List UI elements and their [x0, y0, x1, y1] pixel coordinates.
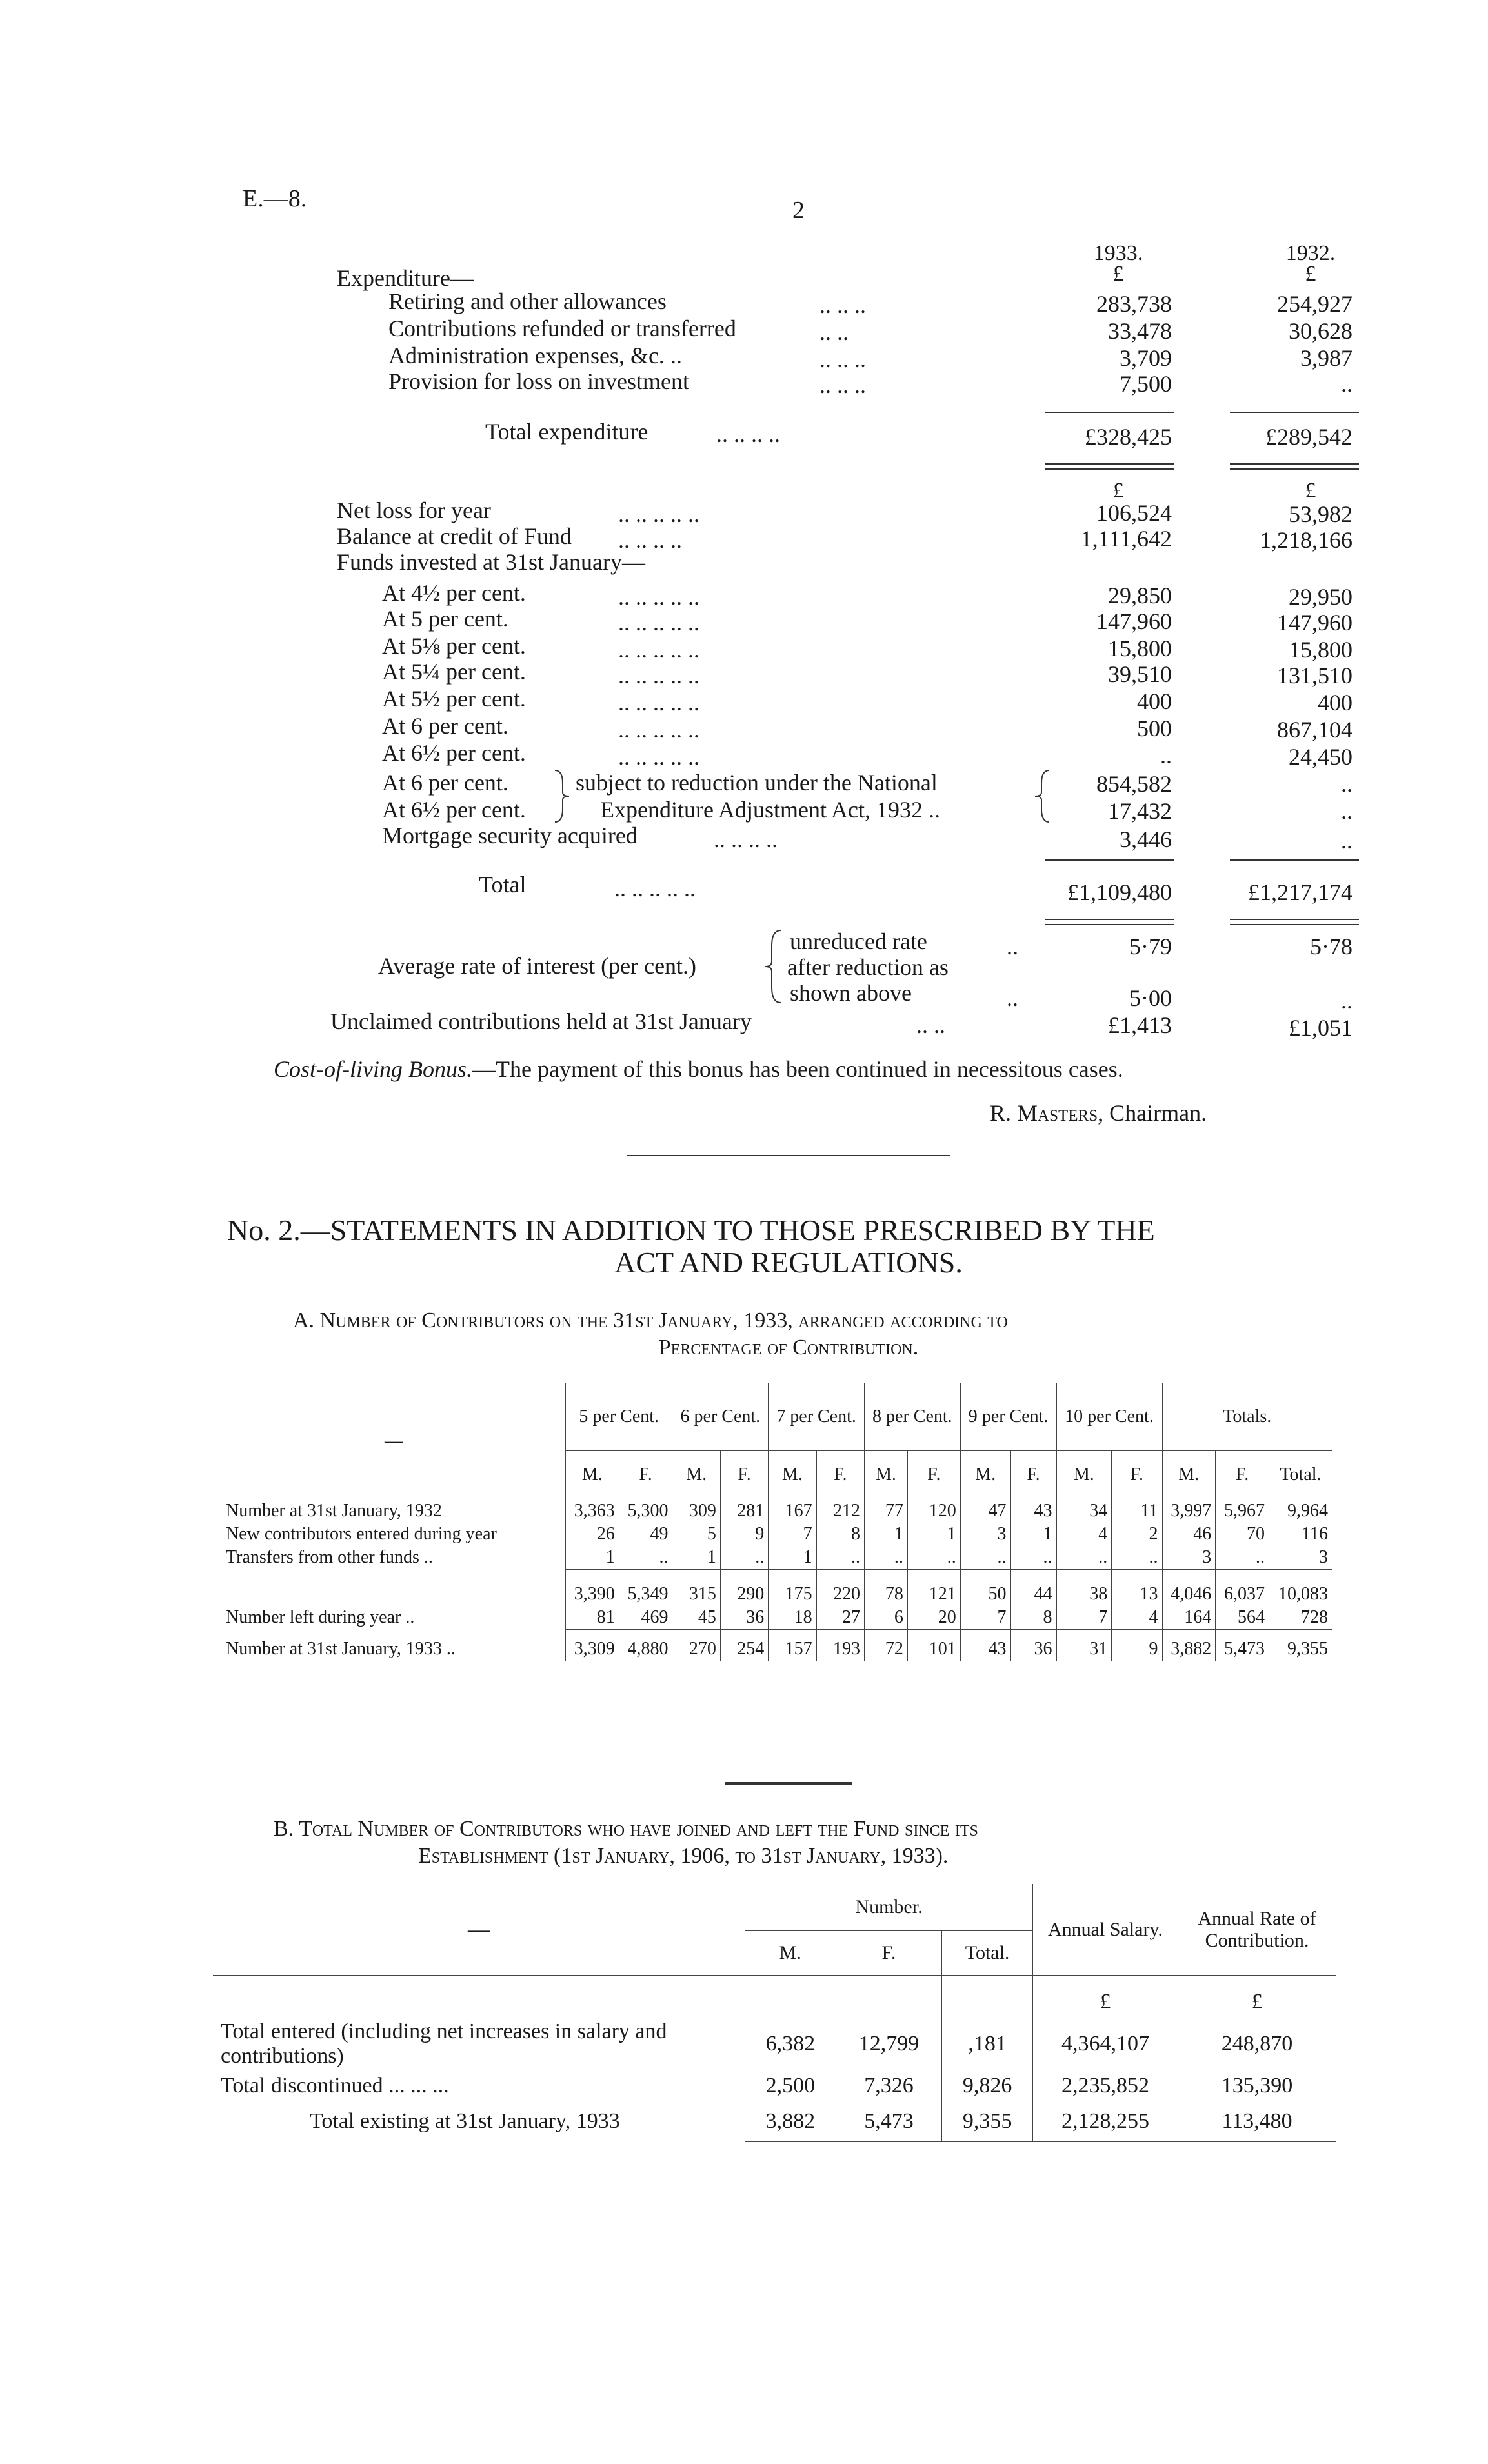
tableA-cell: 3 — [1162, 1546, 1216, 1570]
funds-row-1932: 400 — [1318, 690, 1352, 716]
expenditure-item-dots: .. .. .. — [819, 292, 866, 318]
tableA-cell: 18 — [769, 1606, 816, 1630]
unit-1932: £ — [1305, 262, 1316, 286]
tableA-cell: 9 — [720, 1523, 768, 1546]
funds-row-label: Net loss for year — [337, 497, 491, 523]
tableA-cell: 6,037 — [1216, 1570, 1269, 1607]
tableA-cell: 3,882 — [1162, 1630, 1216, 1661]
page-reference: E.—8. — [243, 185, 307, 212]
funds-row-1932: 29,950 — [1289, 584, 1352, 610]
tableB-cell-t: 9,355 — [942, 2101, 1033, 2142]
unclaimed-1933: £1,413 — [1108, 1012, 1172, 1038]
tableB-unit-salary: £ — [1033, 1976, 1178, 2018]
tableA-cell: 1 — [865, 1523, 908, 1546]
bonus-paragraph — [274, 1056, 1123, 1083]
funds-row-label: At 6½ per cent. — [382, 740, 526, 766]
funds-row-label: Balance at credit of Fund — [337, 523, 572, 549]
tableB-cell-m: 3,882 — [745, 2101, 836, 2142]
table-row — [222, 1570, 1332, 1607]
funds-row-1933: 15,800 — [1108, 636, 1172, 661]
tableA-cell: 4,880 — [619, 1630, 672, 1661]
funds-row-1932: 53,982 — [1289, 501, 1352, 527]
tableA-cell: 3 — [1269, 1546, 1332, 1570]
funds-row-1933: 1,111,642 — [1080, 526, 1172, 552]
expenditure-item-label: Contributions refunded or transferred — [388, 316, 736, 341]
tableA-cell: 43 — [1010, 1499, 1056, 1523]
funds-row-1933: 400 — [1137, 688, 1172, 714]
tableA-group-5: 5 per Cent. — [566, 1383, 672, 1451]
tableA-group-7: 7 per Cent. — [769, 1383, 865, 1451]
tableA-cell: 47 — [960, 1499, 1010, 1523]
expenditure-item-1933: 3,709 — [1120, 345, 1172, 371]
tableA-cell: 3,390 — [566, 1570, 619, 1607]
mortgage-label: Mortgage security acquired — [382, 823, 638, 848]
double-rule-1932 — [1230, 463, 1359, 470]
funds-total-1932: £1,217,174 — [1248, 879, 1352, 905]
tableB-row-label: Total discontinued ... ... ... — [221, 2074, 449, 2098]
tableA-cell: 220 — [816, 1570, 864, 1607]
funds-row-1933: .. — [1160, 743, 1172, 768]
tableA-sub-m: M. — [769, 1451, 816, 1499]
tableA-cell: 4,046 — [1162, 1570, 1216, 1607]
expenditure-item-dots: .. .. — [819, 319, 849, 345]
interest-brace-icon — [761, 927, 785, 1007]
tableA-cell: 7 — [769, 1523, 816, 1546]
unclaimed-dots: .. .. — [916, 1012, 945, 1038]
tableA-cell: 10,083 — [1269, 1570, 1332, 1607]
expenditure-item-1932: .. — [1341, 371, 1352, 397]
tableB-cell-t: 9,826 — [942, 2071, 1033, 2101]
tableA-cell: 167 — [769, 1499, 816, 1523]
signature-name: R. Masters — [990, 1100, 1098, 1126]
tableA-sub-m: M. — [672, 1451, 720, 1499]
tableA-cell: 1 — [672, 1546, 720, 1570]
tableA-cell: 7 — [1056, 1606, 1112, 1630]
funds-row-label: At 5 per cent. — [382, 606, 508, 632]
left-brace-icon — [552, 766, 574, 825]
tableA-cell: 3,309 — [566, 1630, 619, 1661]
tableA-cell: 9,355 — [1269, 1630, 1332, 1661]
expenditure-heading: Expenditure— — [337, 265, 474, 291]
tableA-cell: 564 — [1216, 1606, 1269, 1630]
expenditure-item-1933: 7,500 — [1120, 371, 1172, 397]
tableB-cell-rate: 113,480 — [1178, 2101, 1336, 2142]
funds-row-1932: 24,450 — [1289, 744, 1352, 770]
funds-row-1932: 131,510 — [1277, 663, 1352, 688]
tableA-sub-m: M. — [865, 1451, 908, 1499]
tableA-cell: 1 — [769, 1546, 816, 1570]
funds-row-dots: .. .. .. .. .. — [618, 663, 699, 688]
tableA-cell: 1 — [907, 1523, 960, 1546]
funds-row-dots: .. .. .. .. .. — [618, 717, 699, 743]
funds-row-label: At 5½ per cent. — [382, 686, 526, 712]
funds-row-1933: 500 — [1137, 716, 1172, 741]
tableA-cell: .. — [960, 1546, 1010, 1570]
funds-row-dots: .. .. .. .. .. — [618, 610, 699, 636]
interest-reduced-1932: .. — [1341, 988, 1352, 1014]
tableA-sub-m: M. — [1056, 1451, 1112, 1499]
funds-row-1933: 147,960 — [1096, 608, 1172, 634]
table-row — [213, 2017, 1336, 2071]
tableA — [222, 1383, 1332, 1661]
total-expenditure-1933: £328,425 — [1085, 424, 1172, 450]
funds-double-rule-1932 — [1230, 919, 1359, 925]
interest-line1-dots: .. — [1007, 934, 1018, 959]
tableB-cell-salary: 2,235,852 — [1033, 2071, 1178, 2101]
expenditure-item-1933: 283,738 — [1096, 291, 1172, 317]
expenditure-item-1932: 30,628 — [1289, 318, 1352, 344]
funds-unit-1932: £ — [1305, 479, 1316, 503]
funds-unit-1933: £ — [1112, 479, 1124, 503]
tableA-sub-f: F. — [1010, 1451, 1056, 1499]
tableA-cell: .. — [816, 1546, 864, 1570]
unclaimed-1932: £1,051 — [1289, 1015, 1352, 1041]
funds-row-dots: .. .. .. .. .. — [618, 690, 699, 716]
tableA-cell: 36 — [720, 1606, 768, 1630]
interest-unreduced-1933: 5·79 — [1129, 934, 1172, 959]
expenditure-item-1932: 254,927 — [1277, 291, 1352, 317]
subtotal-rule-1933 — [1045, 412, 1174, 413]
table-row — [213, 1976, 1336, 2018]
funds-row-label: At 5¼ per cent. — [382, 659, 526, 685]
tableA-cell: 46 — [1162, 1523, 1216, 1546]
table-row — [222, 1499, 1332, 1523]
funds-row-label: At 5⅛ per cent. — [382, 633, 526, 659]
table-row — [222, 1630, 1332, 1661]
tableA-cell: 13 — [1112, 1570, 1162, 1607]
tableA-cell: 3 — [960, 1523, 1010, 1546]
tableA-cell: 31 — [1056, 1630, 1112, 1661]
subject-row-6half-label: At 6½ per cent. — [382, 797, 526, 823]
funds-row-1933: 106,524 — [1096, 500, 1172, 526]
tableA-cell: 315 — [672, 1570, 720, 1607]
funds-row-label: Funds invested at 31st January— — [337, 549, 645, 575]
signature-role: , Chairman. — [1098, 1100, 1207, 1126]
funds-total-dots: .. .. .. .. .. — [614, 876, 696, 901]
funds-double-rule-1933 — [1045, 919, 1174, 925]
funds-total-label: Total — [479, 872, 527, 897]
tableB-cell-f: 12,799 — [836, 2017, 941, 2071]
tableA-cell: 254 — [720, 1630, 768, 1661]
interest-reduced-1933: 5·00 — [1129, 985, 1172, 1011]
subject-row-6-1933: 854,582 — [1096, 771, 1172, 797]
tableB-unit-blank — [745, 1976, 836, 2018]
tableA-cell: 6 — [865, 1606, 908, 1630]
tableA-cell: .. — [619, 1546, 672, 1570]
tableA-cell: 36 — [1010, 1630, 1056, 1661]
mortgage-1933: 3,446 — [1120, 826, 1172, 852]
tableA-cell: 157 — [769, 1630, 816, 1661]
tableA-cell: 49 — [619, 1523, 672, 1546]
tableA-cell: 20 — [907, 1606, 960, 1630]
tableA-cell: 5,967 — [1216, 1499, 1269, 1523]
tableA-cell: 34 — [1056, 1499, 1112, 1523]
expenditure-item-1933: 33,478 — [1108, 318, 1172, 344]
tableA-row-label: Transfers from other funds .. — [226, 1547, 433, 1568]
tableA-cell: 2 — [1112, 1523, 1162, 1546]
subject-row-6-label: At 6 per cent. — [382, 770, 508, 796]
tableB-rate-header: Annual Rate of Contribution. — [1178, 1884, 1336, 1976]
expenditure-item-label: Administration expenses, &c. .. — [388, 343, 682, 368]
tableA-cell: 8 — [1010, 1606, 1056, 1630]
table-row — [222, 1523, 1332, 1546]
expenditure-item-label: Retiring and other allowances — [388, 288, 667, 314]
tableA-cell: 290 — [720, 1570, 768, 1607]
tableA-cell: 469 — [619, 1606, 672, 1630]
tableA-cell: .. — [1216, 1546, 1269, 1570]
funds-row-dots: .. .. .. .. .. — [618, 744, 699, 770]
tableB-cell-rate: 135,390 — [1178, 2071, 1336, 2101]
tableB-title-line2: Establishment (1st January, 1906, to 31st January, 1933). — [418, 1844, 949, 1868]
subject-row-6-1932: .. — [1341, 771, 1352, 797]
tableA-row-label: Number left during year .. — [226, 1607, 415, 1628]
tableB-m-header: M. — [745, 1931, 836, 1976]
tableA-cell: 50 — [960, 1570, 1010, 1607]
tableA-title-line2: Percentage of Contribution. — [658, 1336, 919, 1359]
tableA-cell: 45 — [672, 1606, 720, 1630]
tableA-cell: 5,473 — [1216, 1630, 1269, 1661]
tableA-cell: 4 — [1112, 1606, 1162, 1630]
tableA-cell: 309 — [672, 1499, 720, 1523]
tableA-sub-f: F. — [619, 1451, 672, 1499]
bonus-text: —The payment of this bonus has been continued in necessitous cases. — [472, 1056, 1123, 1082]
tableB-cell-salary: 2,128,255 — [1033, 2101, 1178, 2142]
tableA-cell: 43 — [960, 1630, 1010, 1661]
tableA-sub-f: F. — [1216, 1451, 1269, 1499]
table-row — [222, 1546, 1332, 1570]
tableB-row-label: Total existing at 31st January, 1933 — [310, 2109, 620, 2133]
table-row — [213, 2071, 1336, 2101]
tableA-group-6: 6 per Cent. — [672, 1383, 769, 1451]
tableB-stub-dash: — — [468, 1917, 490, 1941]
expenditure-item-label: Provision for loss on investment — [388, 368, 689, 394]
unit-1933: £ — [1112, 262, 1124, 286]
tableA-title-line1: A. Number of Contributors on the 31st January, 1933, arranged according to — [293, 1308, 1008, 1332]
expenditure-item-dots: .. .. .. — [819, 372, 866, 398]
tableA-cell: 9,964 — [1269, 1499, 1332, 1523]
tableA-cell: 11 — [1112, 1499, 1162, 1523]
total-expenditure-label: Total expenditure — [485, 419, 648, 445]
tableB — [213, 1884, 1336, 2142]
funds-row-1932: 147,960 — [1277, 610, 1352, 636]
tableB-f-header: F. — [836, 1931, 941, 1976]
tableB-cell-t: ,181 — [942, 2017, 1033, 2071]
interest-unreduced-1932: 5·78 — [1310, 934, 1352, 959]
tableA-cell: 3,997 — [1162, 1499, 1216, 1523]
tableA-cell: .. — [865, 1546, 908, 1570]
year-1933-header: 1933. — [1093, 241, 1143, 265]
tableB-cell-f: 7,326 — [836, 2071, 941, 2101]
tableB-unit-blank — [836, 1976, 941, 2018]
tableA-cell: 120 — [907, 1499, 960, 1523]
tableA-row-label: Number at 31st January, 1932 — [226, 1501, 442, 1521]
tableB-number-header: Number. — [745, 1884, 1033, 1931]
tableA-cell: 5 — [672, 1523, 720, 1546]
funds-row-1932: 15,800 — [1289, 637, 1352, 663]
section-divider — [627, 1155, 950, 1156]
subject-row-6half-1933: 17,432 — [1108, 798, 1172, 824]
tableA-cell: 7 — [960, 1606, 1010, 1630]
tableA-cell: 44 — [1010, 1570, 1056, 1607]
tableB-cell-m: 6,382 — [745, 2017, 836, 2071]
section2-title-line2: ACT AND REGULATIONS. — [614, 1246, 963, 1279]
funds-row-1933: 29,850 — [1108, 583, 1172, 608]
tableA-stub-header — [222, 1383, 566, 1499]
interest-line3: shown above — [790, 980, 912, 1006]
mortgage-dots: .. .. .. .. — [714, 826, 778, 852]
tableA-row-label: New contributors entered during year — [226, 1524, 497, 1544]
tableA-cell: 26 — [566, 1523, 619, 1546]
funds-row-dots: .. .. .. .. .. — [618, 501, 699, 527]
unclaimed-label: Unclaimed contributions held at 31st January — [330, 1008, 752, 1034]
funds-total-1933: £1,109,480 — [1067, 879, 1172, 905]
subject-note-line2: Expenditure Adjustment Act, 1932 .. — [600, 797, 940, 823]
funds-rule-1932 — [1230, 859, 1359, 861]
tableA-cell: .. — [1112, 1546, 1162, 1570]
tableA-cell: 101 — [907, 1630, 960, 1661]
tableB-stub-header — [213, 1884, 745, 1976]
tableA-cell: .. — [1056, 1546, 1112, 1570]
tableA-cell: 78 — [865, 1570, 908, 1607]
tableA-sub-m: M. — [960, 1451, 1010, 1499]
tableA-cell: 175 — [769, 1570, 816, 1607]
funds-row-1933: 39,510 — [1108, 661, 1172, 687]
tableA-sub-m: M. — [1162, 1451, 1216, 1499]
funds-row-label: At 4½ per cent. — [382, 580, 526, 606]
tableA-cell: 1 — [566, 1546, 619, 1570]
subject-row-6half-1932: .. — [1341, 798, 1352, 824]
funds-row-dots: .. .. .. .. .. — [618, 637, 699, 663]
funds-row-dots: .. .. .. .. — [618, 527, 682, 553]
expenditure-item-dots: .. .. .. — [819, 346, 866, 372]
tableA-cell: 8 — [816, 1523, 864, 1546]
table-row — [213, 2101, 1336, 2142]
tableA-cell: 121 — [907, 1570, 960, 1607]
mortgage-1932: .. — [1341, 828, 1352, 854]
tableB-unit-stub — [213, 1976, 745, 2018]
expenditure-item-1932: 3,987 — [1300, 345, 1352, 371]
tableA-cell: 72 — [865, 1630, 908, 1661]
funds-row-label: At 6 per cent. — [382, 713, 508, 739]
signature — [990, 1099, 1207, 1127]
tableA-row-label — [222, 1570, 566, 1607]
tableB-cell-salary: 4,364,107 — [1033, 2017, 1178, 2071]
tableA-cell: .. — [1010, 1546, 1056, 1570]
tableA-cell: 27 — [816, 1606, 864, 1630]
tableA-sub-f: F. — [720, 1451, 768, 1499]
tableB-row-label: Total entered (including net increases in salary and contributions) — [221, 2019, 667, 2068]
tableA-cell: 81 — [566, 1606, 619, 1630]
tableB-unit-blank — [942, 1976, 1033, 2018]
tableA-cell: 164 — [1162, 1606, 1216, 1630]
tableA-cell: 212 — [816, 1499, 864, 1523]
tableA-cell: 270 — [672, 1630, 720, 1661]
funds-rule-1933 — [1045, 859, 1174, 861]
table-row — [222, 1606, 1332, 1630]
interest-label: Average rate of interest (per cent.) — [378, 953, 697, 979]
tableA-cell: .. — [907, 1546, 960, 1570]
double-rule-1933 — [1045, 463, 1174, 470]
subtotal-rule-1932 — [1230, 412, 1359, 413]
tableA-sub-f: F. — [907, 1451, 960, 1499]
tableA-sub-f: F. — [1112, 1451, 1162, 1499]
tableB-title-line1: B. Total Number of Contributors who have joined and left the Fund since its — [274, 1817, 978, 1841]
tableB-total-header: Total. — [942, 1931, 1033, 1976]
interest-line3-dots: .. — [1007, 985, 1018, 1011]
tableA-sub-m: M. — [566, 1451, 619, 1499]
section2-title-line1: No. 2.—STATEMENTS IN ADDITION TO THOSE PRESCRIBED BY THE — [227, 1214, 1155, 1247]
page-number: 2 — [792, 197, 805, 224]
tableA-cell: .. — [720, 1546, 768, 1570]
tableA-cell: 3,363 — [566, 1499, 619, 1523]
tableA-cell: 728 — [1269, 1606, 1332, 1630]
total-expenditure-1932: £289,542 — [1265, 424, 1352, 450]
tableA-cell: 5,349 — [619, 1570, 672, 1607]
tableA-cell: 116 — [1269, 1523, 1332, 1546]
tableA-cell: 9 — [1112, 1630, 1162, 1661]
total-expenditure-dots: .. .. .. .. — [716, 421, 780, 447]
funds-row-1932: 1,218,166 — [1260, 527, 1352, 553]
year-1932-header: 1932. — [1285, 241, 1336, 265]
tableB-cell-rate: 248,870 — [1178, 2017, 1336, 2071]
tableB-unit-rate: £ — [1178, 1976, 1336, 2018]
funds-row-1932: 867,104 — [1277, 717, 1352, 743]
interest-line2: after reduction as — [787, 954, 949, 980]
tableA-group-9: 9 per Cent. — [960, 1383, 1056, 1451]
subject-note-line1: subject to reduction under the National — [576, 770, 938, 796]
interest-line1: unreduced rate — [790, 928, 927, 954]
tableA-sub-f: F. — [816, 1451, 864, 1499]
tableA-cell: 4 — [1056, 1523, 1112, 1546]
tableA-group-totals: Totals. — [1162, 1383, 1332, 1451]
tableA-cell: 193 — [816, 1630, 864, 1661]
tableA-row-label: Number at 31st January, 1933 .. — [222, 1630, 566, 1661]
bonus-title: Cost-of-living Bonus. — [274, 1056, 472, 1082]
tableA-cell: 38 — [1056, 1570, 1112, 1607]
tableB-cell-f: 5,473 — [836, 2101, 941, 2142]
tableA-cell: 1 — [1010, 1523, 1056, 1546]
funds-row-dots: .. .. .. .. .. — [618, 584, 699, 610]
tableB-salary-header: Annual Salary. — [1033, 1884, 1178, 1976]
tableA-cell: 77 — [865, 1499, 908, 1523]
tableA-sub-total: Total. — [1269, 1451, 1332, 1499]
tableB-cell-m: 2,500 — [745, 2071, 836, 2101]
tableA-cell: 281 — [720, 1499, 768, 1523]
tableA-end-divider — [725, 1782, 852, 1785]
tableA-cell: 5,300 — [619, 1499, 672, 1523]
tableA-stub-dash: — — [385, 1430, 403, 1451]
tableA-group-8: 8 per Cent. — [865, 1383, 961, 1451]
tableA-cell: 70 — [1216, 1523, 1269, 1546]
tableA-group-10: 10 per Cent. — [1056, 1383, 1162, 1451]
